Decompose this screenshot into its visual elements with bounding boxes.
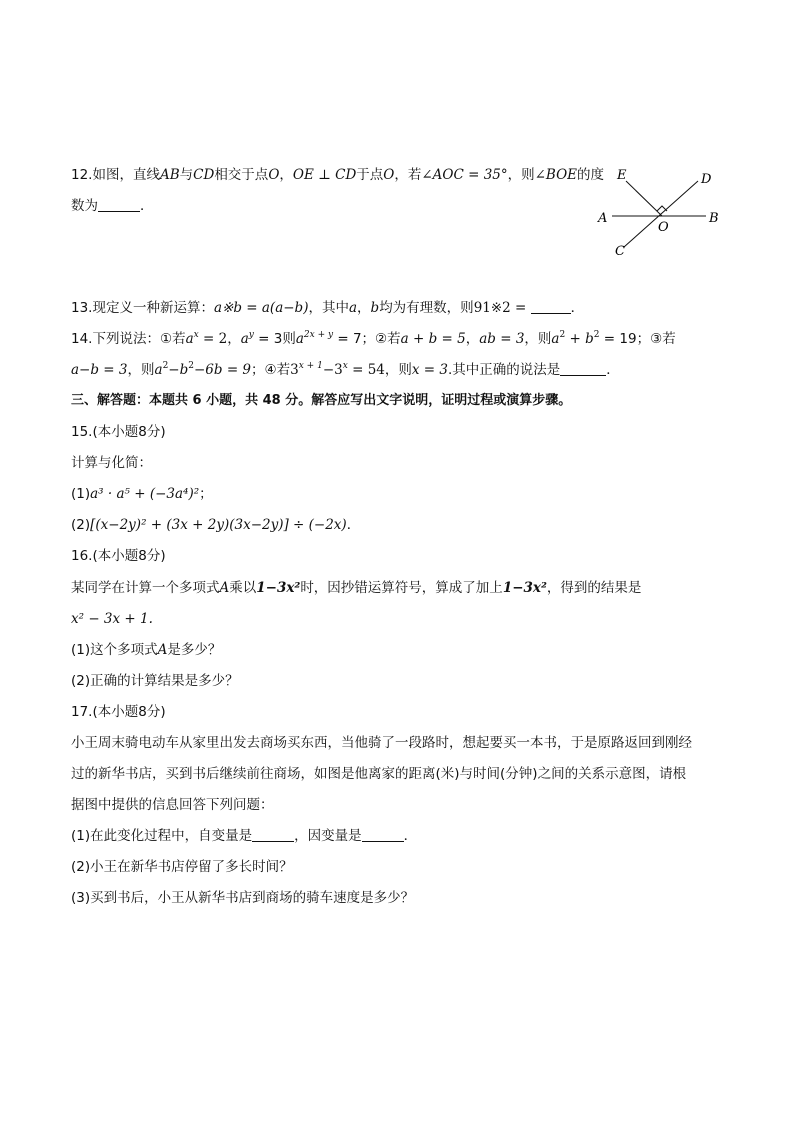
q13-line: 13.现定义一种新运算：a※b = a(a−b)，其中a，b均为有理数，则91※2 = ． — [71, 300, 585, 316]
label-e: E — [617, 168, 627, 183]
q17-para-line1: 小王周末骑电动车从家里出发去商场买东西，当他骑了一段路时，想起要买一本书，于是原路返回到刚经 — [71, 735, 692, 751]
answer-blank — [252, 827, 294, 842]
q17-para-line3: 据图中提供的信息回答下列问题： — [71, 797, 274, 813]
q15-heading: 15.(本小题8分) — [71, 424, 166, 440]
q16-heading: 16.(本小题8分) — [71, 548, 166, 564]
answer-blank — [98, 197, 140, 212]
answer-blank — [362, 827, 404, 842]
q17-sub2: (2)小王在新华书店停留了多长时间？ — [71, 859, 293, 875]
q17-para-line2: 过的新华书店，买到书后继续前往商场，如图是他离家的距离(米)与时间(分钟)之间的关系示意图，请根 — [71, 766, 687, 782]
answer-blank — [560, 361, 606, 376]
q16-sub2: (2)正确的计算结果是多少？ — [71, 673, 239, 689]
q17-heading: 17.(本小题8分) — [71, 704, 166, 720]
label-o: O — [658, 220, 669, 235]
label-b: B — [709, 211, 719, 226]
q16-line2: x² − 3x + 1. — [71, 611, 153, 627]
label-a: A — [598, 211, 608, 226]
q16-sub1: (1)这个多项式A是多少？ — [71, 642, 222, 658]
q14-line1: 14.下列说法：①若$a^x = 2$，$a^y = 3$则$a^{2x + y} = 7$；②若a + b = 5，ab = 3，则$a^2 + b^2 = 19$；③若 — [71, 330, 676, 347]
q12-line2: 数为 ． — [71, 198, 154, 214]
answer-blank — [531, 299, 571, 314]
label-d: D — [701, 172, 712, 187]
ray-oe — [626, 181, 662, 216]
q17-sub3: (3)买到书后，小王从新华书店到商场的骑车速度是多少？ — [71, 890, 415, 906]
angle-figure — [596, 165, 726, 260]
label-c: C — [615, 244, 625, 259]
line-cd — [624, 181, 698, 247]
q15-intro: 计算与化简： — [71, 455, 152, 471]
q16-line1: 某同学在计算一个多项式A乘以1−3x²时，因抄错运算符号，算成了加上1−3x²，得到的结果是 — [71, 580, 642, 596]
q14-line2: a−b = 3，则$a^2-b^2-6b = 9$；④若$3^{x + 1}-3^x = 54$，则x = 3.其中正确的说法是 ． — [71, 361, 620, 378]
section-heading: 三、解答题：本题共 6 小题，共 48 分。解答应写出文字说明，证明过程或演算步骤。 — [71, 393, 572, 408]
q12-line1: 12.如图，直线AB与CD相交于点O，OE ⊥ CD于点O，若∠AOC = 35°，则∠BOE的度 — [71, 167, 605, 183]
q15-sub1: (1)a³ · a⁵ + (−3a⁴)²； — [71, 486, 213, 502]
q15-sub2: (2)[(x−2y)² + (3x + 2y)(3x−2y)] ÷ (−2x)． — [71, 517, 361, 533]
q17-sub1: (1)在此变化过程中，自变量是 ，因变量是 ． — [71, 828, 418, 844]
